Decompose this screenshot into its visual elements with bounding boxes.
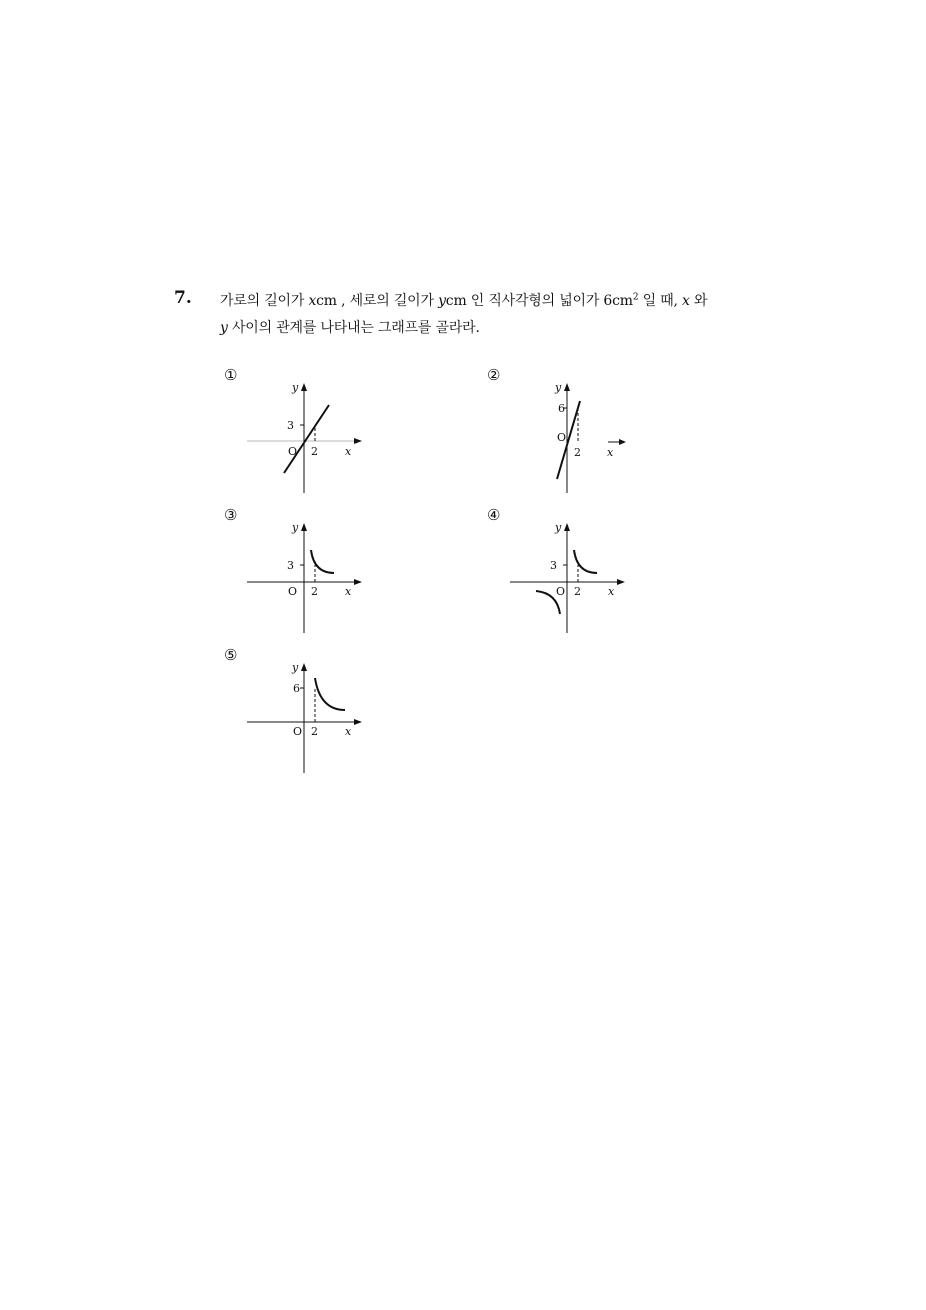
y-axis-arrow-icon: [301, 663, 307, 671]
y-axis-arrow-icon: [564, 523, 570, 531]
x-axis-label: x: [345, 445, 352, 458]
graph-choice-4[interactable]: [503, 515, 633, 640]
x-axis-arrow-icon: [354, 579, 362, 585]
y-axis-label: y: [292, 661, 299, 674]
y-tick-label: 6: [558, 402, 565, 415]
area-unit-exponent: 2: [632, 292, 639, 303]
origin-label: O: [557, 431, 567, 444]
hyperbola-curve-q1: [574, 550, 597, 573]
x-tick-label: 2: [311, 585, 318, 598]
question-number: 7.: [174, 288, 192, 308]
graph-choice-5[interactable]: [240, 655, 370, 780]
x-tick-label: 2: [311, 725, 318, 738]
choice-marker-3[interactable]: ③: [224, 506, 238, 524]
question-text-segment: 사이의 관계를 나타내는 그래프를 골라라.: [227, 320, 480, 336]
choice-marker-5[interactable]: ⑤: [224, 646, 238, 664]
math-variable-x: x: [682, 293, 690, 309]
x-tick-label: 2: [574, 585, 581, 598]
x-axis-arrow-icon: [354, 719, 362, 725]
x-tick-label: 2: [574, 446, 581, 459]
question-text-segment: cm , 세로의 길이가: [316, 293, 439, 309]
math-variable-x: x: [308, 293, 317, 309]
x-axis-arrow-icon: [354, 438, 362, 444]
x-axis-label: x: [608, 585, 615, 598]
y-axis-arrow-icon: [301, 523, 307, 531]
choice-marker-4[interactable]: ④: [487, 506, 501, 524]
origin-label: O: [288, 445, 298, 458]
y-axis-label: y: [292, 521, 299, 534]
x-axis-arrow-icon: [617, 579, 625, 585]
math-variable-y: y: [438, 293, 446, 309]
question-text-segment: 일 때,: [638, 293, 683, 309]
y-axis-label: y: [555, 521, 562, 534]
question-text-segment: 와: [689, 293, 708, 309]
graph-choice-3[interactable]: [240, 515, 370, 640]
hyperbola-curve: [311, 550, 334, 573]
origin-label: O: [288, 585, 298, 598]
question-text-line-1: [220, 290, 707, 310]
y-axis-label: y: [292, 381, 299, 394]
y-axis-label: y: [555, 381, 562, 394]
question-text-segment: cm 인 직사각형의 넓이가 6cm: [445, 293, 633, 309]
graph-choice-2[interactable]: [540, 375, 640, 500]
graph-line: [284, 405, 329, 473]
y-tick-label: 3: [287, 559, 294, 572]
question-text-line-2: [220, 317, 480, 337]
question-text-segment: 가로의 길이가: [220, 293, 309, 309]
x-axis-label: x: [607, 446, 614, 459]
origin-label: O: [293, 725, 303, 738]
hyperbola-curve: [315, 678, 345, 710]
origin-label: O: [556, 585, 566, 598]
y-axis-arrow-icon: [301, 383, 307, 391]
y-tick-label: 3: [287, 419, 294, 432]
y-tick-label: 3: [550, 559, 557, 572]
graph-choice-1[interactable]: [240, 375, 370, 500]
choice-marker-1[interactable]: ①: [224, 366, 238, 384]
y-axis-arrow-icon: [564, 383, 570, 391]
x-axis-label: x: [345, 725, 352, 738]
x-axis-arrow-icon: [619, 439, 626, 445]
choice-marker-2[interactable]: ②: [487, 366, 501, 384]
math-variable-y: y: [220, 320, 228, 336]
x-axis-label: x: [345, 585, 352, 598]
y-tick-label: 6: [293, 682, 300, 695]
x-tick-label: 2: [311, 445, 318, 458]
